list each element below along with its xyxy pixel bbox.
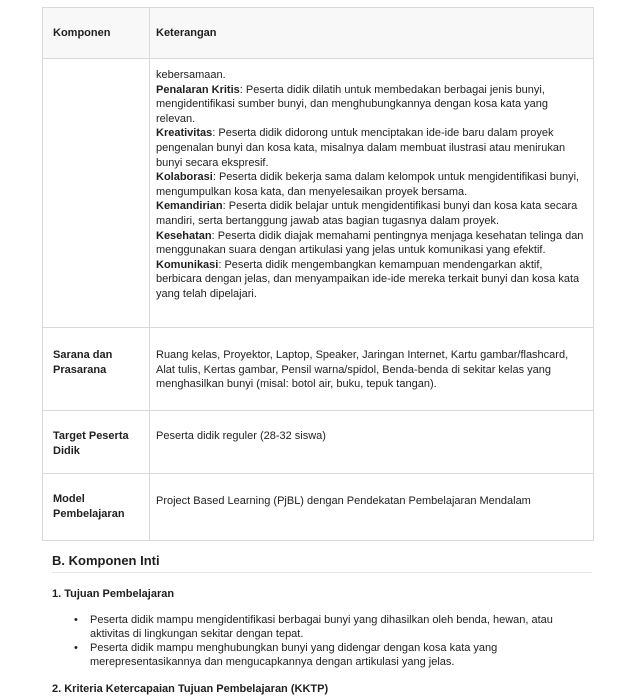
value-sarana: Ruang kelas, Proyektor, Laptop, Speaker, Jaringan Internet, Kartu gambar/flashcard, Alat tulis, Kertas gambar, Pensil warna/spidol, Benda-benda di sekitar kelas yang menghasilkan bunyi (misal: botol air, buku, tepuk tangan). <box>156 349 569 391</box>
header-keterangan: Keterangan <box>156 26 217 39</box>
keterangan-item <box>156 199 587 228</box>
desc-kolaborasi: : Peserta didik bekerja sama dalam kelompok untuk mengidentifikasi bunyi, mengumpulkan kosa kata, dan menyelesaikan proyek bersama. <box>156 171 580 198</box>
desc-penalaran-kritis: : Peserta didik dilatih untuk membedakan berbagai jenis bunyi, mengidentifikasi sumber bunyi, dan menghubungkannya dengan kosa kata yang relevan. <box>156 83 548 125</box>
table-row-sarana <box>43 327 593 410</box>
value-target: Peserta didik reguler (28-32 siswa) <box>156 430 326 442</box>
table-row-profil <box>43 58 593 327</box>
bullet-icon: • <box>74 614 78 626</box>
term-kesehatan: Kesehatan <box>156 229 212 242</box>
label-model: Model Pembelajaran <box>43 474 150 540</box>
list-item-text: Peserta didik mampu menghubungkan bunyi yang didengar dengan kosa kata yang merepresentasikannya dan mengucapkannya dengan artikulasi yang jelas. <box>90 642 498 668</box>
list-item <box>74 642 594 669</box>
bullet-icon: • <box>74 642 78 654</box>
cell-keterangan-profil <box>150 59 593 327</box>
table-row-model <box>43 473 593 540</box>
keterangan-item <box>156 83 587 127</box>
term-kreativitas: Kreativitas <box>156 127 213 140</box>
header-komponen: Komponen <box>43 8 150 58</box>
term-kemandirian: Kemandirian <box>156 200 223 213</box>
desc-kemandirian: : Peserta didik belajar untuk mengidentifikasi bunyi dan kosa kata secara mandiri, serta bertanggung jawab atas bagian tugasnya dalam proyek. <box>156 200 578 227</box>
keterangan-item <box>156 229 587 258</box>
term-komunikasi: Komunikasi <box>156 258 219 271</box>
desc-komunikasi: : Peserta didik mengembangkan kemampuan mendengarkan aktif, berbicara dengan jelas, dan menyampaikan ide-ide mereka terkait bunyi dan kosa kata yang telah dipelajari. <box>156 258 580 300</box>
keterangan-item <box>156 170 587 199</box>
cell-komponen-empty <box>43 59 150 327</box>
list-item-text: Peserta didik mampu mengidentifikasi berbagai bunyi yang dihasilkan oleh benda, hewan, atau aktivitas di lingkungan sekitar dengan tepat. <box>90 614 553 640</box>
value-model: Project Based Learning (PjBL) dengan Pendekatan Pembelajaran Mendalam <box>156 495 531 507</box>
subheading-kktp: 2. Kriteria Ketercapaian Tujuan Pembelajaran (KKTP) <box>52 683 329 695</box>
term-penalaran-kritis: Penalaran Kritis <box>156 83 240 96</box>
label-sarana: Sarana dan Prasarana <box>43 328 150 410</box>
tujuan-list <box>74 614 594 670</box>
module-table <box>42 7 594 541</box>
section-divider <box>52 572 592 573</box>
table-row-target <box>43 410 593 473</box>
keterangan-item <box>156 258 587 302</box>
keterangan-item <box>156 126 587 170</box>
list-item <box>74 614 594 641</box>
desc-kesehatan: : Peserta didik diajak memahami pentingnya menjaga kesehatan telinga dan menggunakan suara dengan artikulasi yang jelas untuk komunikasi yang efektif. <box>156 229 584 257</box>
desc-kreativitas: : Peserta didik didorong untuk menciptakan ide-ide baru dalam proyek pengenalan bunyi dan kosa kata, misalnya dalam membuat ilustrasi atau menirukan bunyi secara ekspresif. <box>156 127 566 169</box>
section-b-title: B. Komponen Inti <box>52 553 160 568</box>
table-header-row <box>43 8 593 58</box>
label-target: Target Peserta Didik <box>43 411 150 473</box>
term-kolaborasi: Kolaborasi <box>156 171 213 184</box>
keterangan-intro: kebersamaan. <box>156 69 226 81</box>
subheading-tujuan: 1. Tujuan Pembelajaran <box>52 588 175 600</box>
